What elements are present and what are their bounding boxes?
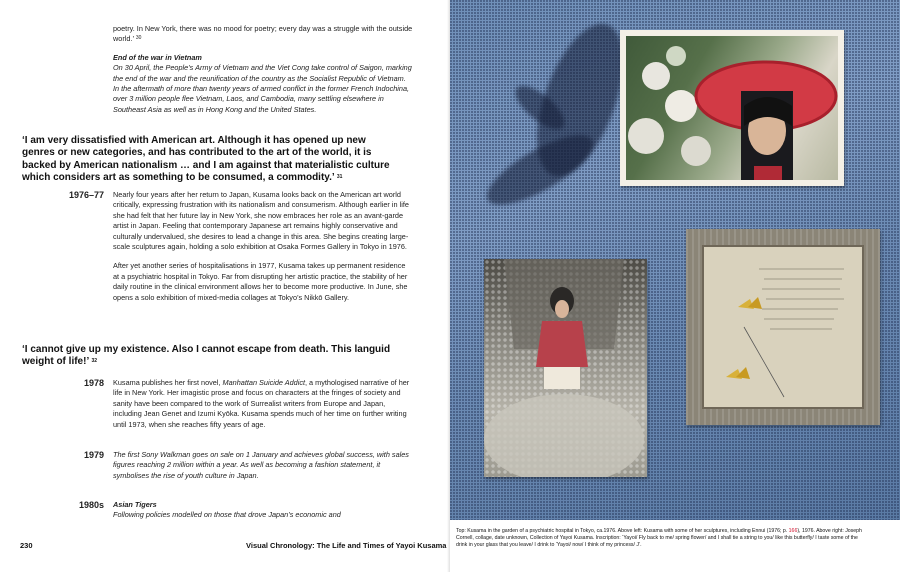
running-title: Visual Chronology: The Life and Times of Yayoi Kusama xyxy=(246,541,447,550)
quote-existence: ‘I cannot give up my existence. Also I cannot escape from death. This languid weight of life!’ $^{32}$ xyxy=(22,344,391,368)
entry-body: Asian Tigers Following policies modelled on those that drove Japan’s economic and xyxy=(113,500,411,521)
event-title: End of the war in Vietnam xyxy=(113,52,202,62)
portrait-illustration xyxy=(626,36,838,180)
photo-caption: Top: Kusama in the garden of a psychiatric hospital in Tokyo, ca.1976. Above left: Kusama with some of her sculptures, including Ennui (1976; p. 166), 1976. Above right: Joseph Cornell, collage, date unknown, Collection of Yayoi Kusama. Inscription: ‘Yayoi/ Fly back to me/ spring flower/ and I shall tie a string to you/ like this butterfly/ I taste some of the drink in your glass that you leave/ I drink to ‘Yayoi/ now/ I think of my princess/ J’. xyxy=(456,528,862,548)
intro-footnote: 30 xyxy=(135,35,142,42)
entry-body: The first Sony Walkman goes on sale on 1 January and achieves global success, with sales figures reaching 2 million within a year. As well as becoming a fashion statement, it symbolises the rise of youth culture in Japan. xyxy=(113,450,409,480)
page-number: 230 xyxy=(20,541,33,550)
paragraph: Nearly four years after her return to Japan, Kusama looks back on the American art world critically, expressing frustration with its nationalism and consumerism. Although earlier in life she had felt that her future lay in New York, she now embraces her role as an avant-garde artist in Japan. Feeling that contemporary Japanese art remains highly conservative and culturally undervalued, she desires to lead a change in this area. She begins creating large-scale sculptures again, holding a solo exhibition at Osaka Formes Gallery in Tokyo in 1976. xyxy=(113,190,409,252)
collage-image xyxy=(702,245,864,409)
quote2-footnote: 32 xyxy=(91,358,98,365)
entry-body xyxy=(113,190,411,310)
quote-american-art: ‘I am very dissatisfied with American art. Although it has opened up new genres or new categories, and has contributed to the art of the world, it is backed by American nationalism … and I am against that materialistic culture which considers art as something to be consumed, a commodity.’ $^{31}$ xyxy=(22,135,390,184)
intro-text: poetry. In New York, there was no mood for poetry; every day was a struggle with the outside world.’ $^{30}$ xyxy=(113,24,413,44)
sculpture-illustration xyxy=(484,259,647,477)
framed-cornell-collage xyxy=(686,229,880,425)
year-label: 1978 xyxy=(83,378,104,388)
entry-title: Asian Tigers xyxy=(113,500,157,509)
entry-body: Kusama publishes her first novel, Manhattan Suicide Addict, a mythologised narrative of her life in New York. Her imagistic prose and focus on characters at the fringes of society and sanity have been compared to the work of Surrealist writers from Europe and Japan, including Jean Genet and Izumi Kyōka. Kusama spends much of her time on further writing until 1973, when she reaches fifty years of age. xyxy=(113,378,410,429)
collage-illustration xyxy=(704,247,862,407)
year-label: 1980s xyxy=(78,500,104,510)
photo-kusama-garden xyxy=(620,30,844,186)
photo-image xyxy=(626,36,838,180)
book-title: Manhattan Suicide Addict xyxy=(222,378,305,387)
photo-kusama-sculptures xyxy=(484,259,647,477)
year-label: 1976–77 xyxy=(68,190,104,200)
intro-block xyxy=(113,24,413,115)
quote1-footnote: 31 xyxy=(336,174,343,181)
right-page xyxy=(450,0,900,572)
photo-image xyxy=(484,259,647,477)
paragraph: After yet another series of hospitalisations in 1977, Kusama takes up permanent residence at a psychiatric hospital in Tokyo. Far from disrupting her artistic practice, the stability of her daily routine in the clinical environment allows her to become more productive. In June, she opens a solo exhibition of mixed-media collages at Tokyo’s Nikkō Gallery. xyxy=(113,261,408,302)
event-text: On 30 April, the People’s Army of Vietnam and the Viet Cong take control of Saigon, marking the end of the war and the reunification of the country as the Socialist Republic of Vietnam. In the aftermath of more than twenty years of armed conflict in the former French Indochina, over 3 million people flee Vietnam, Laos, and Cambodia, many settling elsewhere in Southeast Asia as well as in Hong Kong and the United States. xyxy=(113,63,412,114)
caption-page-link[interactable]: 166 xyxy=(788,528,798,534)
year-label: 1979 xyxy=(83,450,104,460)
